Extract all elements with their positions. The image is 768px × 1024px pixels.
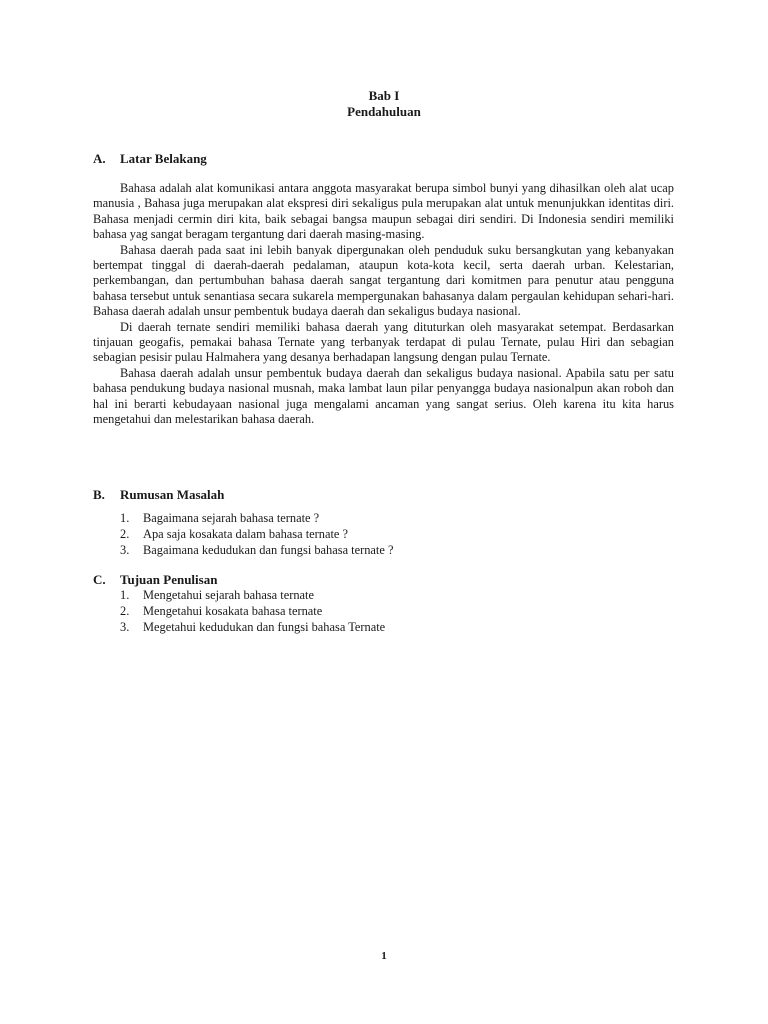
list-item bbox=[120, 510, 393, 526]
paragraph: Bahasa adalah alat komunikasi antara anggota masyarakat berupa simbol bunyi yang dihasilkan oleh alat ucap manusia , Bahasa juga merupakan alat ekspresi diri sekaligus pula merupakan alat untuk menunjukkan identitas diri. Bahasa menjadi cermin diri kita, baik sebagai bangsa maupun sebagai diri sendiri. Di Indonesia sendiri memiliki bahasa yag sangat beragam tergantung dari daerah masing-masing. bbox=[93, 181, 674, 242]
section-b-title: Rumusan Masalah bbox=[120, 487, 225, 502]
list-text: Mengetahui sejarah bahasa ternate bbox=[143, 588, 314, 602]
chapter-number: Bab I bbox=[368, 88, 400, 103]
list-number: 3. bbox=[120, 620, 130, 634]
section-b-heading bbox=[93, 487, 224, 503]
section-b-letter: B. bbox=[93, 487, 105, 502]
list-text: Apa saja kosakata dalam bahasa ternate ? bbox=[143, 527, 349, 541]
list-text: Bagaimana kedudukan dan fungsi bahasa ternate ? bbox=[143, 543, 394, 557]
chapter-title: Pendahuluan bbox=[347, 104, 421, 119]
section-c-title: Tujuan Penulisan bbox=[120, 572, 218, 587]
section-c-heading bbox=[93, 572, 217, 588]
paragraph: Di daerah ternate sendiri memiliki bahasa daerah yang dituturkan oleh masyarakat setempat. Berdasarkan tinjauan geogafis, pemakai bahasa Ternate yang terbanyak terdapat di pulau Ternate, pulau Hiri dan sebagian sebagian pesisir pulau Halmahera yang desanya berhadapan langsung dengan pulau Ternate. bbox=[93, 319, 674, 365]
section-a-body bbox=[93, 181, 674, 428]
list-item bbox=[120, 603, 385, 619]
list-number: 1. bbox=[120, 588, 130, 602]
paragraph: Bahasa daerah pada saat ini lebih banyak dipergunakan oleh penduduk suku bersangkutan yang kebanyakan bertempat tinggal di daerah-daerah pedalaman, ataupun kota-kota kecil, serta daerah urban. Kelestarian, perkembangan, dan pertumbuhan bahasa daerah sangat tergantung dari komitmen para penutur atau pengguna bahasa tersebut untuk senantiasa secara sukarela mempergunakan bahasanya dalam pergaulan kehidupan sehari-hari. Bahasa daerah adalah unsur pembentuk budaya daerah dan sekaligus budaya nasional. bbox=[93, 242, 674, 319]
list-text: Mengetahui kosakata bahasa ternate bbox=[143, 604, 323, 618]
list-item bbox=[120, 587, 385, 603]
list-item bbox=[120, 542, 393, 558]
list-item bbox=[120, 619, 385, 635]
paragraph: Bahasa daerah adalah unsur pembentuk budaya daerah dan sekaligus budaya nasional. Apabila satu per satu bahasa pendukung budaya nasional musnah, maka lambat laun pilar penyangga budaya nasionalpun akan roboh dan hal ini berarti kebudayaan nasional juga mengalami ancaman yang sangat serius. Oleh karena itu kita harus mengetahui dan melestarikan bahasa daerah. bbox=[93, 365, 674, 427]
list-number: 2. bbox=[120, 527, 130, 541]
chapter-title-block bbox=[0, 88, 768, 120]
tujuan-penulisan-list bbox=[120, 587, 385, 635]
list-number: 3. bbox=[120, 543, 130, 557]
list-text: Bagaimana sejarah bahasa ternate ? bbox=[143, 511, 320, 525]
list-text: Megetahui kedudukan dan fungsi bahasa Ternate bbox=[143, 620, 386, 634]
list-number: 2. bbox=[120, 604, 130, 618]
section-c-letter: C. bbox=[93, 572, 106, 587]
rumusan-masalah-list bbox=[120, 510, 393, 558]
list-item bbox=[120, 526, 393, 542]
section-a-letter: A. bbox=[93, 151, 106, 166]
section-a-title: Latar Belakang bbox=[120, 151, 207, 166]
page-number: 1 bbox=[381, 950, 387, 962]
list-number: 1. bbox=[120, 511, 130, 525]
section-a-heading bbox=[93, 151, 207, 167]
